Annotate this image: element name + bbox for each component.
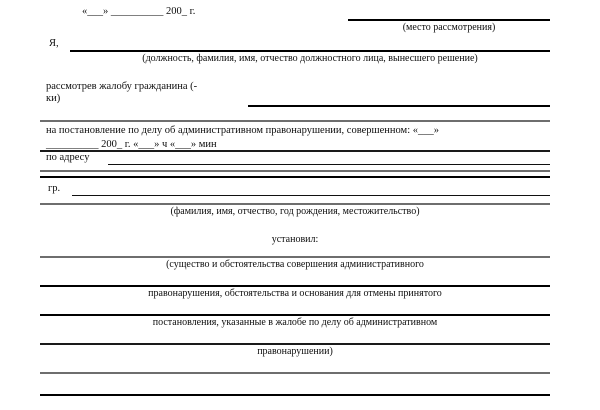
findings-rule-1[interactable] <box>40 256 550 258</box>
place-rule[interactable] <box>348 19 550 21</box>
findings-rule-3[interactable] <box>40 314 550 316</box>
place-caption: (место рассмотрения) <box>402 22 496 33</box>
ruling-mid-rule <box>40 150 550 152</box>
official-caption: (должность, фамилия, имя, отчество должностного лица, вынесшего решение) <box>142 53 478 64</box>
established-label: установил: <box>271 234 319 245</box>
ruling-top-rule <box>40 120 550 122</box>
ruling-bottom-rule <box>40 170 550 172</box>
citizen-input-rule[interactable] <box>72 195 550 196</box>
citizen-caption: (фамилия, имя, отчество, год рождения, местожительство) <box>170 206 420 217</box>
ruling-body-line-1: на постановление по делу об административном правонарушении, совершенном: «___» <box>46 125 439 136</box>
findings-rule-5[interactable] <box>40 372 550 374</box>
official-pronoun-label: Я, <box>49 38 59 49</box>
citizen-block-bottom-rule <box>40 203 550 205</box>
official-input-rule[interactable] <box>70 50 550 52</box>
citizen-block-top-rule <box>40 176 550 178</box>
complaint-intro-line-2: ки) <box>46 93 61 104</box>
address-label: по адресу <box>46 152 90 163</box>
findings-caption-line-3: постановления, указанные в жалобе по делу об административном <box>152 317 438 328</box>
address-input-rule[interactable] <box>108 164 550 165</box>
ruling-body <box>46 124 550 151</box>
findings-caption-line-1: (существо и обстоятельства совершения административного <box>166 259 424 270</box>
ruling-body-line-2: __________ 200_ г. «___» ч «___» мин <box>46 138 217 150</box>
date-line[interactable]: «___» __________ 200_ г. <box>82 6 196 17</box>
complaint-intro-line-1: рассмотрев жалобу гражданина (- <box>46 81 198 92</box>
complaint-citizen-input-rule[interactable] <box>248 105 550 107</box>
findings-rule-4[interactable] <box>40 343 550 345</box>
findings-caption-line-4: правонарушении) <box>257 346 333 357</box>
findings-rule-2[interactable] <box>40 285 550 287</box>
citizen-label: гр. <box>48 183 61 194</box>
findings-rule-6[interactable] <box>40 394 550 396</box>
findings-caption-line-2: правонарушения, обстоятельства и основания для отмены принятого <box>148 288 442 299</box>
